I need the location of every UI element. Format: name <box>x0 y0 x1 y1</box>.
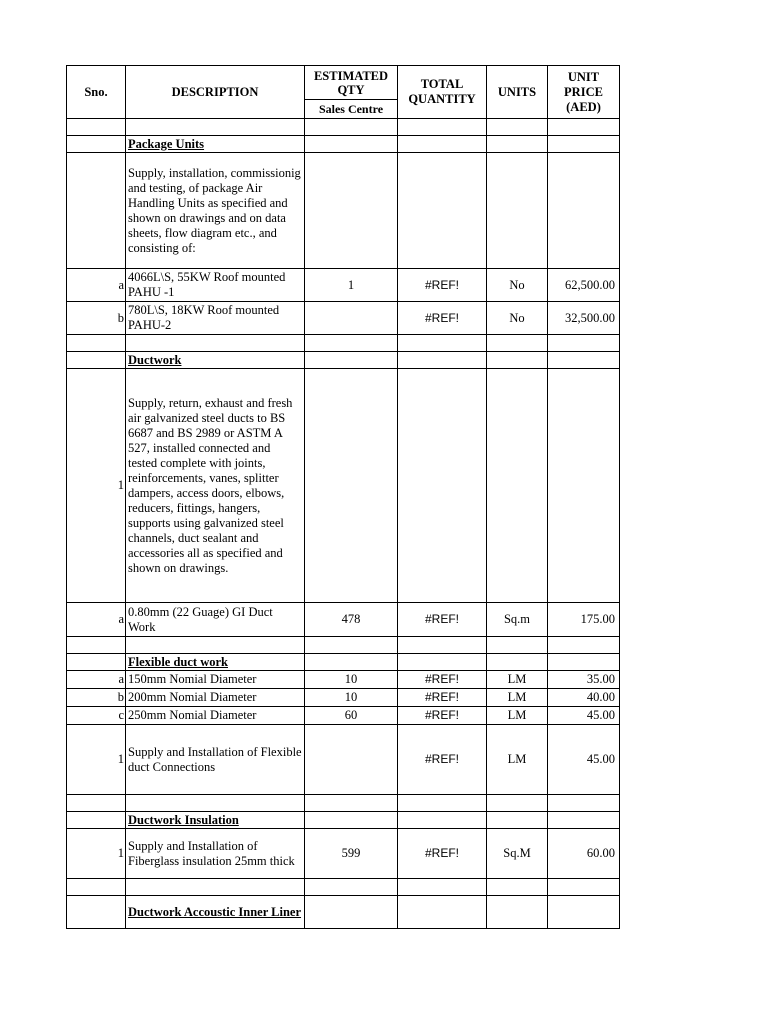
cell-sno: b <box>67 689 126 707</box>
cell-units <box>487 136 548 153</box>
table-row <box>67 829 620 879</box>
cell-description: 250mm Nomial Diameter <box>126 707 305 725</box>
cell-estimated-qty <box>305 136 398 153</box>
table-row <box>67 707 620 725</box>
cell-estimated-qty <box>305 369 398 603</box>
cell-total-quantity <box>398 119 487 136</box>
cell-estimated-qty: 10 <box>305 671 398 689</box>
cell-estimated-qty: 478 <box>305 603 398 637</box>
section-row <box>67 896 620 929</box>
cell-units: No <box>487 302 548 335</box>
cell-sno: a <box>67 269 126 302</box>
section-row <box>67 352 620 369</box>
cell-total-quantity: #REF! <box>398 707 487 725</box>
cell-estimated-qty: 599 <box>305 829 398 879</box>
cell-sno <box>67 153 126 269</box>
cell-description: Supply and Installation of Fiberglass insulation 25mm thick <box>126 829 305 879</box>
cell-description: Supply, return, exhaust and fresh air galvanized steel ducts to BS 6687 and BS 2989 or ASTM A 527, installed connected and tested complete with joints, reinforcements, vanes, splitter dampers, access doors, elbows, reducers, fittings, hangers, supports using galvanized steel channels, duct sealant and accessories all as specified and shown on drawings. <box>126 369 305 603</box>
cell-estimated-qty <box>305 637 398 654</box>
cell-description <box>126 637 305 654</box>
table-row <box>67 369 620 603</box>
cell-sno: 1 <box>67 829 126 879</box>
cell-units <box>487 153 548 269</box>
cell-sno <box>67 795 126 812</box>
cell-unit-price: 32,500.00 <box>548 302 620 335</box>
header-total-quantity: TOTAL QUANTITY <box>398 66 487 119</box>
cell-units: Sq.m <box>487 603 548 637</box>
header-units: UNITS <box>487 66 548 119</box>
cell-estimated-qty <box>305 896 398 929</box>
cell-units <box>487 879 548 896</box>
cell-sno <box>67 654 126 671</box>
cell-sno <box>67 335 126 352</box>
cell-unit-price <box>548 654 620 671</box>
table-row <box>67 302 620 335</box>
cell-total-quantity <box>398 369 487 603</box>
cell-total-quantity <box>398 335 487 352</box>
cell-unit-price <box>548 369 620 603</box>
cell-unit-price: 35.00 <box>548 671 620 689</box>
spacer-row <box>67 335 620 352</box>
table-row <box>67 671 620 689</box>
cell-units <box>487 812 548 829</box>
cell-total-quantity <box>398 654 487 671</box>
cell-units <box>487 654 548 671</box>
cell-estimated-qty <box>305 302 398 335</box>
table-row <box>67 725 620 795</box>
cell-estimated-qty <box>305 352 398 369</box>
cell-unit-price <box>548 637 620 654</box>
cell-unit-price: 40.00 <box>548 689 620 707</box>
section-row <box>67 136 620 153</box>
cell-estimated-qty <box>305 725 398 795</box>
cell-unit-price <box>548 812 620 829</box>
cell-total-quantity: #REF! <box>398 829 487 879</box>
table-row <box>67 689 620 707</box>
cell-sno <box>67 637 126 654</box>
cell-units <box>487 896 548 929</box>
cell-total-quantity <box>398 795 487 812</box>
section-row <box>67 812 620 829</box>
cell-total-quantity: #REF! <box>398 269 487 302</box>
spacer-row <box>67 637 620 654</box>
cell-description: Ductwork Insulation <box>126 812 305 829</box>
cell-total-quantity: #REF! <box>398 603 487 637</box>
cell-unit-price <box>548 352 620 369</box>
cell-units <box>487 795 548 812</box>
cell-description: Ductwork <box>126 352 305 369</box>
cell-unit-price: 62,500.00 <box>548 269 620 302</box>
cell-estimated-qty <box>305 795 398 812</box>
cell-sno: 1 <box>67 369 126 603</box>
cell-total-quantity <box>398 136 487 153</box>
cell-unit-price <box>548 795 620 812</box>
cell-total-quantity <box>398 879 487 896</box>
cell-estimated-qty <box>305 879 398 896</box>
cell-unit-price <box>548 879 620 896</box>
cell-description <box>126 795 305 812</box>
cell-total-quantity <box>398 637 487 654</box>
cell-sno: a <box>67 603 126 637</box>
cell-total-quantity: #REF! <box>398 302 487 335</box>
cell-description: Supply and Installation of Flexible duct Connections <box>126 725 305 795</box>
cell-total-quantity: #REF! <box>398 671 487 689</box>
section-row <box>67 654 620 671</box>
cell-units: LM <box>487 689 548 707</box>
table-row <box>67 269 620 302</box>
cell-total-quantity: #REF! <box>398 689 487 707</box>
cell-units: LM <box>487 671 548 689</box>
cell-units <box>487 335 548 352</box>
cell-sno: b <box>67 302 126 335</box>
header-unit-price: UNIT PRICE (AED) <box>548 66 620 119</box>
header-sales-centre: Sales Centre <box>305 100 398 119</box>
header-description: DESCRIPTION <box>126 66 305 119</box>
cell-description: 4066L\S, 55KW Roof mounted PAHU -1 <box>126 269 305 302</box>
cell-description <box>126 335 305 352</box>
cell-sno: a <box>67 671 126 689</box>
spacer-row <box>67 119 620 136</box>
cell-unit-price <box>548 119 620 136</box>
table-row <box>67 603 620 637</box>
cell-total-quantity <box>398 153 487 269</box>
cell-description: 0.80mm (22 Guage) GI Duct Work <box>126 603 305 637</box>
cell-sno <box>67 812 126 829</box>
cell-total-quantity: #REF! <box>398 725 487 795</box>
cell-sno <box>67 352 126 369</box>
cell-estimated-qty: 1 <box>305 269 398 302</box>
cell-estimated-qty: 10 <box>305 689 398 707</box>
cell-units: LM <box>487 707 548 725</box>
cell-units <box>487 637 548 654</box>
cell-estimated-qty <box>305 153 398 269</box>
cell-sno <box>67 136 126 153</box>
cell-estimated-qty <box>305 335 398 352</box>
cell-units: Sq.M <box>487 829 548 879</box>
cell-description: Ductwork Accoustic Inner Liner <box>126 896 305 929</box>
table-row <box>67 153 620 269</box>
cell-unit-price: 60.00 <box>548 829 620 879</box>
cell-description: Flexible duct work <box>126 654 305 671</box>
cell-description: 780L\S, 18KW Roof mounted PAHU-2 <box>126 302 305 335</box>
cell-units <box>487 369 548 603</box>
spacer-row <box>67 879 620 896</box>
cell-sno: 1 <box>67 725 126 795</box>
cell-unit-price: 45.00 <box>548 725 620 795</box>
cell-units: No <box>487 269 548 302</box>
cell-description: Supply, installation, commissionig and testing, of package Air Handling Units as specified and shown on drawings and on data sheets, flow diagram etc., and consisting of: <box>126 153 305 269</box>
cell-estimated-qty <box>305 812 398 829</box>
cell-description <box>126 879 305 896</box>
cell-units <box>487 352 548 369</box>
cell-unit-price <box>548 136 620 153</box>
cell-sno <box>67 119 126 136</box>
cell-estimated-qty <box>305 119 398 136</box>
cell-sno <box>67 896 126 929</box>
cell-sno <box>67 879 126 896</box>
cell-total-quantity <box>398 812 487 829</box>
cell-unit-price: 45.00 <box>548 707 620 725</box>
cell-unit-price: 175.00 <box>548 603 620 637</box>
cell-estimated-qty <box>305 654 398 671</box>
cell-description: Package Units <box>126 136 305 153</box>
cell-estimated-qty: 60 <box>305 707 398 725</box>
boq-table <box>66 65 620 929</box>
cell-total-quantity <box>398 352 487 369</box>
header-estimated-qty: ESTIMATED QTY <box>305 66 398 100</box>
cell-sno: c <box>67 707 126 725</box>
spacer-row <box>67 795 620 812</box>
header-sno: Sno. <box>67 66 126 119</box>
cell-unit-price <box>548 335 620 352</box>
cell-unit-price <box>548 896 620 929</box>
cell-description: 200mm Nomial Diameter <box>126 689 305 707</box>
cell-unit-price <box>548 153 620 269</box>
cell-total-quantity <box>398 896 487 929</box>
cell-units: LM <box>487 725 548 795</box>
cell-description: 150mm Nomial Diameter <box>126 671 305 689</box>
cell-description <box>126 119 305 136</box>
cell-units <box>487 119 548 136</box>
